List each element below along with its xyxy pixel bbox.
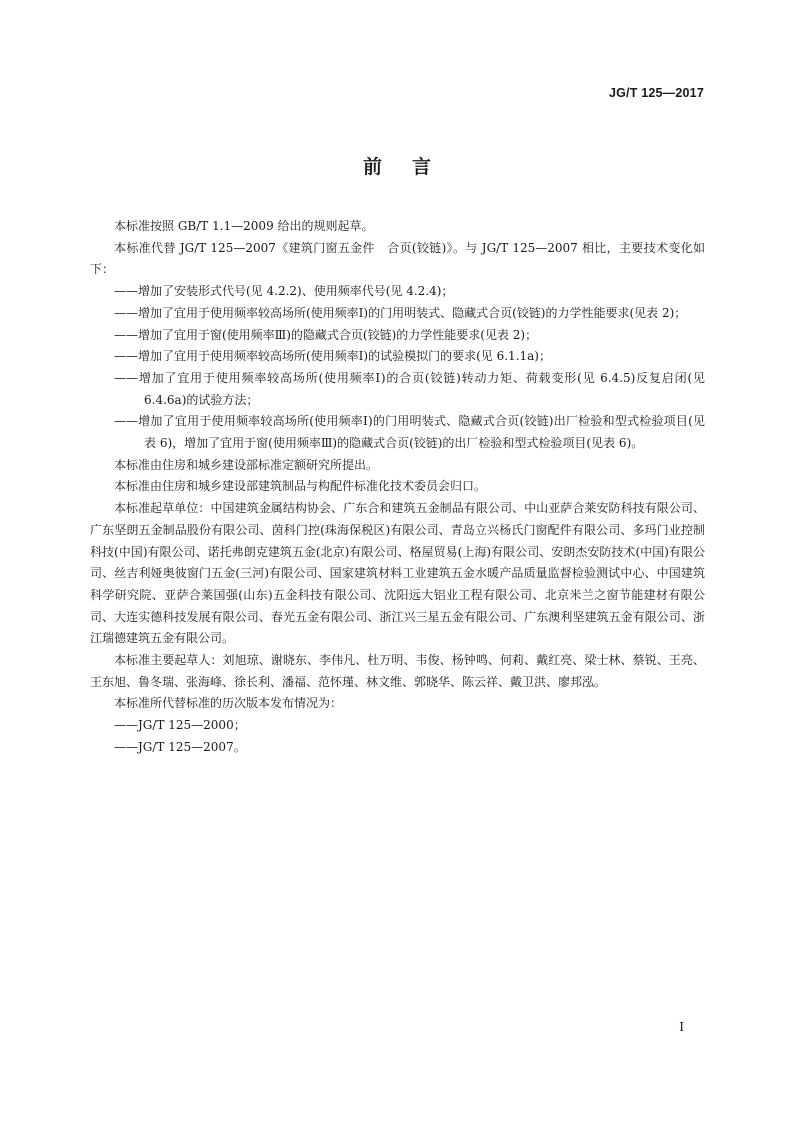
paragraph-replacement: 本标准代替 JG/T 125—2007《建筑门窗五金件 合页(铰链)》。与 JG/T 125—2007 相比，主要技术变化如下： [90,240,705,277]
change-item: ——增加了宜用于使用频率较高场所(使用频率Ⅰ)的门用明装式、隐藏式合页(铰链)的力学性能要求(见表 2)； [114,305,687,320]
paragraph-committee: 本标准由住房和城乡建设部建筑制品与构配件标准化技术委员会归口。 [114,479,487,494]
paragraph-drafting-rules: 本标准按照 GB/T 1.1—2009 给出的规则起草。 [114,219,374,233]
change-item: ——增加了安装形式代号(见 4.2.2)、使用频率代号(见 4.2.4)； [114,284,454,299]
page-number: I [679,1020,684,1034]
change-item: ——增加了宜用于使用频率较高场所(使用频率Ⅰ)的门用明装式、隐藏式合页(铰链)出厂检验和型式检验项目(见表 6)，增加了宜用于窗(使用频率Ⅲ)的隐藏式合页(铰链)的出厂检验和型式检验项目(见表 6)。 [114,414,705,451]
paragraph-drafters: 本标准主要起草人：刘旭琼、谢晓东、李伟凡、杜万明、韦俊、杨钟鸣、何莉、戴红亮、梁士林、蔡锐、王亮、王东旭、鲁冬瑞、张海峰、徐长利、潘福、范怀瑾、林文维、郭晓华、陈云祥、戴卫洪、廖邦泓。 [90,653,705,689]
foreword-body [90,216,705,759]
page-title: 前言 [362,156,461,178]
standard-code: JG/T 125—2017 [608,86,704,100]
change-item: ——增加了宜用于使用频率较高场所(使用频率Ⅰ)的合页(铰链)转动力矩、荷载变形(见 6.4.5)反复启闭(见 6.4.6a)的试验方法； [114,370,705,407]
paragraph-drafting-units: 本标准起草单位：中国建筑金属结构协会、广东合和建筑五金制品有限公司、中山亚萨合莱安防科技有限公司、广东坚朗五金制品股份有限公司、茵科门控(珠海保税区)有限公司、青岛立兴杨氏门窗配件有限公司、多玛门业控制科技(中国)有限公司、诺托弗朗克建筑五金(北京)有限公司、格屋贸易(上海)有限公司、安朗杰安防技术(中国)有限公司、丝吉利娅奥彼窗门五金(三河)有限公司、国家建筑材料工业建筑五金水暖产品质量监督检验测试中心、中国建筑科学研究院、亚萨合莱国强(山东)五金科技有限公司、沈阳远大铝业工程有限公司、北京米兰之窗节能建材有限公司、大连实德科技发展有限公司、春光五金有限公司、浙江兴三星五金有限公司、广东澳利坚建筑五金有限公司、浙江瑞德建筑五金有限公司。 [90,501,705,646]
change-item: ——增加了宜用于使用频率较高场所(使用频率Ⅰ)的试验模拟门的要求(见 6.1.1a)； [114,349,551,364]
version-item: ——JG/T 125—2007。 [114,739,246,754]
change-item: ——增加了宜用于窗(使用频率Ⅲ)的隐藏式合页(铰链)的力学性能要求(见表 2)； [114,327,538,342]
paragraph-version-history: 本标准所代替标准的历次版本发布情况为： [114,696,343,711]
paragraph-proposer: 本标准由住房和城乡建设部标准定额研究所提出。 [114,457,379,472]
version-item: ——JG/T 125—2000； [114,718,246,733]
